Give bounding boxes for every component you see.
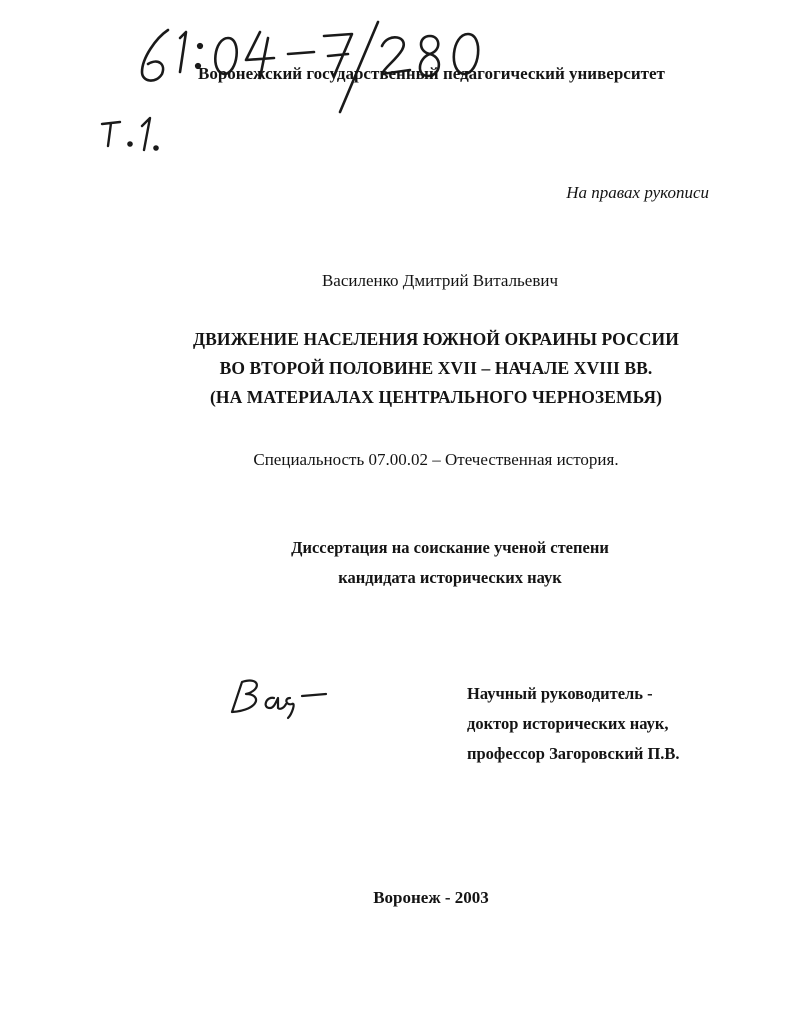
- specialty-line: Специальность 07.00.02 – Отечественная история.: [253, 450, 619, 469]
- manuscript-rights-note: На правах рукописи: [566, 183, 709, 202]
- supervisor-degree: доктор исторических наук,: [467, 714, 669, 733]
- university-name: Воронежский государственный педагогический университет: [198, 64, 665, 83]
- dissertation-title-line-2: ВО ВТОРОЙ ПОЛОВИНЕ XVII – НАЧАЛЕ XVIII ВВ.: [219, 358, 653, 378]
- author-name: Василенко Дмитрий Витальевич: [321, 271, 559, 290]
- supervisor-role: Научный руководитель -: [467, 684, 653, 703]
- handwritten-volume-mark: [96, 112, 176, 156]
- handwritten-signature: [226, 674, 336, 724]
- city-year: Воронеж - 2003: [373, 888, 489, 907]
- dissertation-title-line-1: ДВИЖЕНИЕ НАСЕЛЕНИЯ ЮЖНОЙ ОКРАИНЫ РОССИИ: [193, 329, 679, 349]
- dissertation-title-line-3: (НА МАТЕРИАЛАХ ЦЕНТРАЛЬНОГО ЧЕРНОЗЕМЬЯ): [209, 387, 663, 407]
- degree-line-1: Диссертация на соискание ученой степени: [291, 538, 609, 557]
- degree-line-2: кандидата исторических наук: [338, 568, 562, 587]
- supervisor-name: профессор Загоровский П.В.: [467, 744, 680, 763]
